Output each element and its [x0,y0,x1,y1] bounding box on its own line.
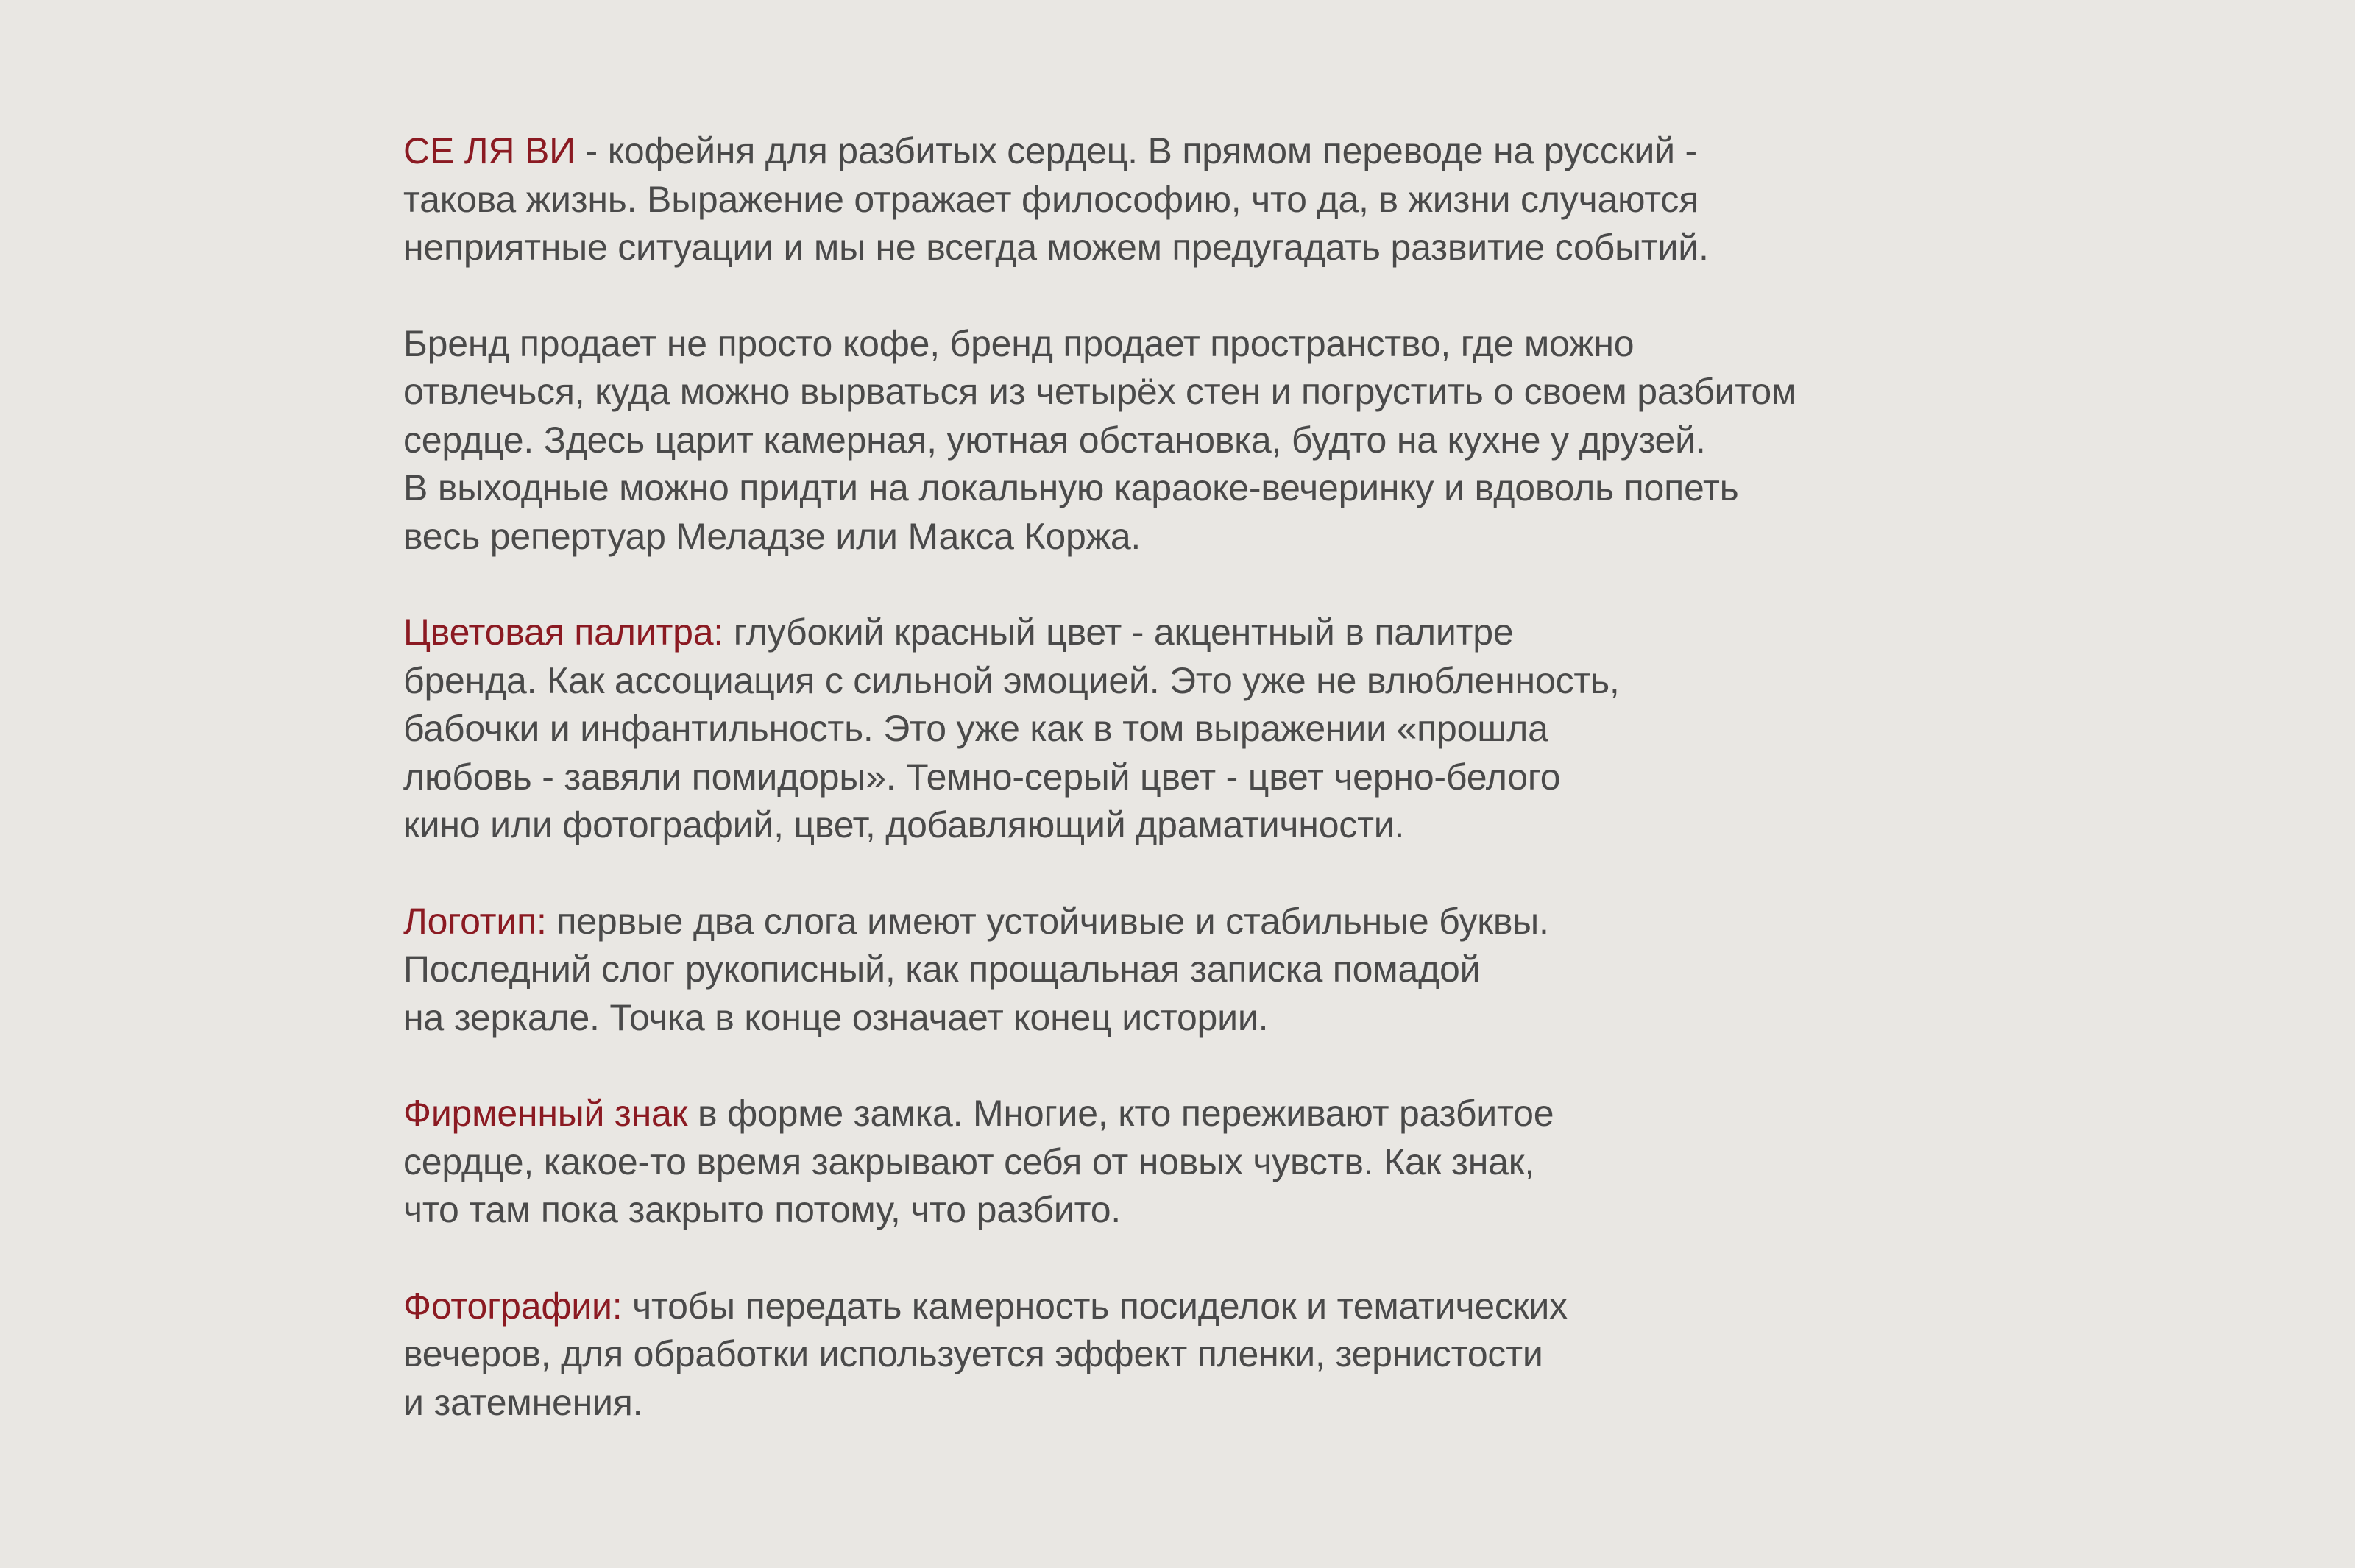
paragraph-brand-space [403,320,2022,561]
color-palette-heading: Цветовая палитра: [403,611,724,653]
brand-space-line-1: Бренд продает не просто кофе, бренд продает пространство, где можно [403,322,1635,364]
paragraph-logo [403,898,2022,1043]
color-palette-line-4: любовь - завяли помидоры». Темно-серый цвет - цвет черно-белого [403,756,1561,798]
brand-space-line-3: сердце. Здесь царит камерная, уютная обстановка, будто на кухне у друзей. [403,419,1706,461]
logo-heading: Логотип: [403,900,547,942]
photos-line-1: чтобы передать камерность посиделок и тематических [622,1285,1568,1327]
intro-line-3: неприятные ситуации и мы не всегда можем предугадать развитие событий. [403,227,1709,268]
photos-line-2: вечеров, для обработки используется эффект пленки, зернистости [403,1333,1543,1374]
photos-heading: Фотографии: [403,1285,623,1327]
brand-space-line-4: В выходные можно придти на локальную караоке-вечеринку и вдоволь попеть [403,467,1739,508]
color-palette-line-1: глубокий красный цвет - акцентный в палитре [723,611,1514,653]
paragraph-line [403,1283,2022,1331]
paragraph-color-palette [403,609,2022,850]
color-palette-line-5: кино или фотографий, цвет, добавляющий драматичности. [403,804,1405,845]
brand-description [403,127,2022,1475]
brand-mark-line-1: в форме замка. Многие, кто переживают разбитое [687,1093,1554,1134]
intro-line-1: - кофейня для разбитых сердец. В прямом переводе на русский - [575,130,1697,171]
paragraph-line [403,898,2022,946]
color-palette-line-3: бабочки и инфантильность. Это уже как в том выражении «прошла [403,708,1548,749]
brand-mark-heading: Фирменный знак [403,1093,688,1134]
logo-line-1: первые два слога имеют устойчивые и стабильные буквы. [546,900,1549,942]
color-palette-line-2: бренда. Как ассоциация с сильной эмоцией. Это уже не влюбленность, [403,659,1620,701]
logo-line-3: на зеркале. Точка в конце означает конец истории. [403,996,1269,1038]
logo-line-2: Последний слог рукописный, как прощальная записка помадой [403,948,1481,990]
paragraph-brand-mark [403,1090,2022,1235]
intro-line-2: такова жизнь. Выражение отражает философию, что да, в жизни случаются [403,178,1699,220]
brand-mark-line-3: что там пока закрыто потому, что разбито. [403,1189,1122,1230]
photos-line-3: и затемнения. [403,1381,643,1423]
brand-space-line-5: весь репертуар Меладзе или Макса Коржа. [403,515,1141,557]
brand-name-heading: СЕ ЛЯ ВИ [403,130,576,171]
brand-mark-line-2: сердце, какое-то время закрывают себя от новых чувств. Как знак, [403,1140,1535,1182]
paragraph-line [403,1090,2022,1138]
paragraph-photos [403,1283,2022,1427]
brand-space-line-2: отвлечься, куда можно вырваться из четырёх стен и погрустить о своем разбитом [403,371,1797,412]
paragraph-line [403,127,2022,176]
paragraph-intro [403,127,2022,272]
paragraph-line [403,609,2022,657]
